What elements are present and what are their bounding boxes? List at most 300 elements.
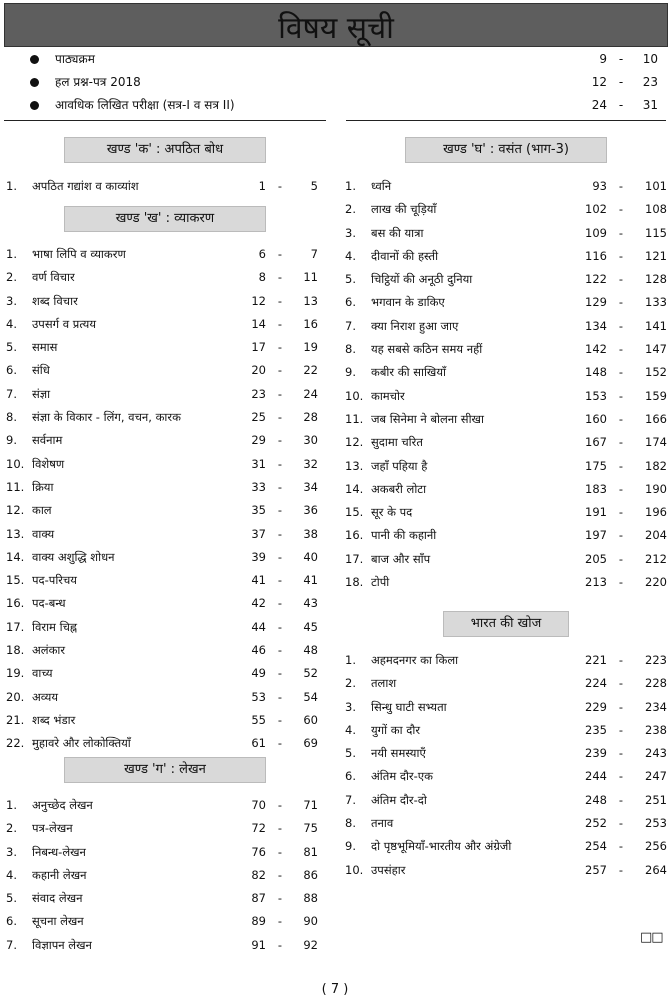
page-start: 142 bbox=[585, 342, 607, 357]
page-start: 6 bbox=[258, 247, 266, 261]
gha-item-14[interactable] bbox=[345, 479, 667, 502]
item-number: 1. bbox=[6, 179, 17, 193]
bullet-icon bbox=[30, 78, 39, 87]
page-dash: - bbox=[618, 365, 624, 380]
page-dash: - bbox=[277, 937, 283, 952]
page-dash: - bbox=[277, 666, 283, 681]
page-dash: - bbox=[618, 862, 624, 877]
kha-item-18[interactable] bbox=[6, 640, 326, 663]
page-start: 244 bbox=[585, 769, 607, 784]
item-title: संज्ञा के विकार - लिंग, वचन, कारक bbox=[32, 410, 181, 425]
page-start: 39 bbox=[251, 549, 266, 564]
kha-item-15[interactable] bbox=[6, 570, 326, 593]
page-dash: - bbox=[618, 575, 624, 590]
page-start: 134 bbox=[585, 318, 607, 333]
item-number: 17. bbox=[6, 619, 25, 634]
item-title: दो पृष्ठभूमियाँ-भारतीय और अंग्रेजी bbox=[371, 839, 512, 854]
page-end: 30 bbox=[303, 433, 318, 448]
page-dash: - bbox=[277, 270, 283, 285]
kha-item-21[interactable] bbox=[6, 710, 326, 733]
bharat-item-6[interactable] bbox=[345, 766, 667, 789]
page-start: 109 bbox=[585, 225, 607, 240]
page-dash: - bbox=[618, 653, 624, 667]
page-end: 147 bbox=[645, 342, 667, 357]
item-number: 19. bbox=[6, 666, 25, 681]
item-number: 9. bbox=[345, 839, 356, 854]
kha-item-12[interactable] bbox=[6, 500, 326, 523]
page-start: 82 bbox=[251, 867, 266, 882]
page-dash: - bbox=[277, 596, 283, 611]
item-number: 13. bbox=[6, 526, 25, 541]
item-title: दीवानों की हस्ती bbox=[371, 248, 439, 263]
gha-item-12[interactable] bbox=[345, 432, 667, 455]
item-number: 15. bbox=[345, 505, 364, 520]
kha-item-5[interactable] bbox=[6, 337, 326, 360]
item-number: 2. bbox=[345, 676, 356, 691]
kha-item-7[interactable] bbox=[6, 384, 326, 407]
item-title: अहमदनगर का किला bbox=[371, 653, 459, 667]
kha-item-19[interactable] bbox=[6, 663, 326, 686]
bharat-item-7[interactable] bbox=[345, 790, 667, 813]
page-dash: - bbox=[277, 247, 283, 261]
page-end: 41 bbox=[303, 573, 318, 588]
page-dash: - bbox=[618, 98, 624, 112]
page-number: ( 7 ) bbox=[321, 982, 349, 997]
page-start: 89 bbox=[251, 914, 266, 929]
kha-item-6[interactable] bbox=[6, 360, 326, 383]
gha-item-11[interactable] bbox=[345, 409, 667, 432]
page-dash: - bbox=[277, 293, 283, 308]
kha-item-9[interactable] bbox=[6, 430, 326, 453]
page-end: 92 bbox=[303, 937, 318, 952]
ga-item-4[interactable] bbox=[6, 865, 326, 888]
page-end: 121 bbox=[645, 248, 667, 263]
bharat-item-8[interactable] bbox=[345, 813, 667, 836]
ga-item-6[interactable] bbox=[6, 911, 326, 934]
page-dash: - bbox=[618, 816, 624, 831]
page-dash: - bbox=[277, 503, 283, 518]
top-item-syllabus[interactable] bbox=[30, 50, 658, 73]
page-dash: - bbox=[618, 676, 624, 691]
page-end: 228 bbox=[645, 676, 667, 691]
item-title: विराम चिह्न bbox=[32, 619, 78, 634]
item-number: 5. bbox=[345, 272, 356, 287]
item-number: 1. bbox=[6, 247, 17, 261]
page-start: 41 bbox=[251, 573, 266, 588]
page-start: 20 bbox=[251, 363, 266, 378]
page-dash: - bbox=[618, 746, 624, 761]
item-number: 7. bbox=[345, 792, 356, 807]
page-end: 196 bbox=[645, 505, 667, 520]
gha-item-8[interactable] bbox=[345, 339, 667, 362]
item-number: 16. bbox=[345, 528, 364, 543]
page-end: 223 bbox=[645, 653, 667, 667]
gha-item-16[interactable] bbox=[345, 525, 667, 548]
item-number: 11. bbox=[6, 479, 25, 494]
item-title: वाच्य bbox=[32, 666, 53, 681]
item-number: 8. bbox=[6, 410, 17, 425]
ga-item-1[interactable] bbox=[6, 795, 326, 818]
item-title: संज्ञा bbox=[32, 386, 51, 401]
item-number: 3. bbox=[345, 225, 356, 240]
item-title: विशेषण bbox=[32, 456, 65, 471]
page-start: 1 bbox=[258, 179, 266, 193]
item-title: कहानी लेखन bbox=[32, 867, 87, 882]
gha-item-10[interactable] bbox=[345, 386, 667, 409]
page-start: 14 bbox=[251, 316, 266, 331]
page-dash: - bbox=[277, 433, 283, 448]
page-end: 256 bbox=[645, 839, 667, 854]
page-start: 46 bbox=[251, 643, 266, 658]
page-dash: - bbox=[277, 456, 283, 471]
item-number: 22. bbox=[6, 736, 25, 751]
item-number: 17. bbox=[345, 551, 364, 566]
item-title: युगों का दौर bbox=[371, 722, 421, 737]
item-number: 10. bbox=[6, 456, 25, 471]
top-item-label: आवधिक लिखित परीक्षा (सत्र-I व सत्र II) bbox=[55, 98, 235, 112]
kha-item-8[interactable] bbox=[6, 407, 326, 430]
bharat-item-10[interactable] bbox=[345, 860, 667, 883]
item-title: जब सिनेमा ने बोलना सीखा bbox=[371, 411, 484, 426]
bharat-item-5[interactable] bbox=[345, 743, 667, 766]
gha-item-3[interactable] bbox=[345, 223, 667, 246]
page-start: 239 bbox=[585, 746, 607, 761]
page-end: 212 bbox=[645, 551, 667, 566]
item-title: अंतिम दौर-एक bbox=[371, 769, 433, 784]
page-start: 254 bbox=[585, 839, 607, 854]
gha-item-7[interactable] bbox=[345, 316, 667, 339]
item-title: यह सबसे कठिन समय नहीं bbox=[371, 342, 483, 357]
page-end: 101 bbox=[645, 179, 667, 193]
gha-item-15[interactable] bbox=[345, 502, 667, 525]
section-header-ga: खण्ड 'ग' : लेखन bbox=[64, 757, 266, 783]
page-dash: - bbox=[277, 712, 283, 727]
page-dash: - bbox=[618, 225, 624, 240]
kha-item-3[interactable] bbox=[6, 291, 326, 314]
bharat-item-3[interactable] bbox=[345, 697, 667, 720]
item-number: 3. bbox=[6, 293, 17, 308]
kha-item-16[interactable] bbox=[6, 593, 326, 616]
gha-item-2[interactable] bbox=[345, 199, 667, 222]
page-start: 53 bbox=[251, 689, 266, 704]
page-start: 72 bbox=[251, 821, 266, 836]
page-end: 34 bbox=[303, 479, 318, 494]
kha-item-10[interactable] bbox=[6, 454, 326, 477]
page-start: 183 bbox=[585, 481, 607, 496]
section-header-ka: खण्ड 'क' : अपठित बोध bbox=[64, 137, 266, 163]
item-title: तनाव bbox=[371, 816, 394, 831]
page-dash: - bbox=[277, 867, 283, 882]
item-title: वर्ण विचार bbox=[32, 270, 75, 285]
item-title: चिट्ठियों की अनूठी दुनिया bbox=[371, 272, 473, 287]
page-start: 42 bbox=[251, 596, 266, 611]
page-start: 148 bbox=[585, 365, 607, 380]
page-end: 86 bbox=[303, 867, 318, 882]
page-end: 174 bbox=[645, 435, 667, 450]
page-end: 90 bbox=[303, 914, 318, 929]
item-number: 7. bbox=[345, 318, 356, 333]
page-dash: - bbox=[618, 75, 624, 89]
gha-item-9[interactable] bbox=[345, 362, 667, 385]
item-number: 12. bbox=[345, 435, 364, 450]
page-start: 17 bbox=[251, 340, 266, 355]
page-end: 220 bbox=[645, 575, 667, 590]
page-end: 45 bbox=[303, 619, 318, 634]
gha-item-13[interactable] bbox=[345, 456, 667, 479]
item-title: संधि bbox=[32, 363, 50, 378]
item-number: 5. bbox=[345, 746, 356, 761]
page-start: 197 bbox=[585, 528, 607, 543]
ga-item-3[interactable] bbox=[6, 842, 326, 865]
item-number: 8. bbox=[345, 816, 356, 831]
page-end: 10 bbox=[642, 52, 658, 66]
bharat-item-1[interactable] bbox=[345, 650, 667, 673]
page-end: 108 bbox=[645, 202, 667, 217]
bharat-item-4[interactable] bbox=[345, 720, 667, 743]
page-start: 221 bbox=[585, 653, 607, 667]
page-start: 91 bbox=[251, 937, 266, 952]
item-number: 14. bbox=[6, 549, 25, 564]
item-title: भगवान के डाकिए bbox=[371, 295, 445, 310]
gha-item-18[interactable] bbox=[345, 572, 667, 595]
page-dash: - bbox=[618, 342, 624, 357]
item-number: 1. bbox=[345, 653, 356, 667]
item-number: 9. bbox=[345, 365, 356, 380]
gha-item-6[interactable] bbox=[345, 292, 667, 315]
ga-item-7[interactable] bbox=[6, 935, 326, 958]
item-title: वाक्य अशुद्धि शोधन bbox=[32, 549, 115, 564]
page-end: 128 bbox=[645, 272, 667, 287]
item-title: क्या निराश हुआ जाए bbox=[371, 318, 459, 333]
page-end: 5 bbox=[310, 179, 318, 193]
item-number: 12. bbox=[6, 503, 25, 518]
page-dash: - bbox=[618, 505, 624, 520]
page-dash: - bbox=[618, 551, 624, 566]
item-title: वाक्य bbox=[32, 526, 55, 541]
page-end: 22 bbox=[303, 363, 318, 378]
ga-item-5[interactable] bbox=[6, 888, 326, 911]
bharat-item-9[interactable] bbox=[345, 836, 667, 859]
page-dash: - bbox=[277, 821, 283, 836]
page-end: 24 bbox=[303, 386, 318, 401]
kha-item-20[interactable] bbox=[6, 687, 326, 710]
page-dash: - bbox=[618, 839, 624, 854]
kha-item-17[interactable] bbox=[6, 617, 326, 640]
item-title: विज्ञापन लेखन bbox=[32, 937, 92, 952]
item-title: सूचना लेखन bbox=[32, 914, 84, 929]
item-number: 2. bbox=[6, 821, 17, 836]
title-bar bbox=[4, 3, 668, 47]
page-end: 81 bbox=[303, 844, 318, 859]
page-dash: - bbox=[618, 411, 624, 426]
page-end: 141 bbox=[645, 318, 667, 333]
page-start: 153 bbox=[585, 388, 607, 403]
page-start: 122 bbox=[585, 272, 607, 287]
page-end: 11 bbox=[303, 270, 318, 285]
page-dash: - bbox=[277, 340, 283, 355]
item-title: सर्वनाम bbox=[32, 433, 63, 448]
page-end: 36 bbox=[303, 503, 318, 518]
page-start: 248 bbox=[585, 792, 607, 807]
page-start: 224 bbox=[585, 676, 607, 691]
item-title: काल bbox=[32, 503, 52, 518]
item-title: उपसर्ग व प्रत्यय bbox=[32, 316, 97, 331]
page-end: 253 bbox=[645, 816, 667, 831]
page-start: 24 bbox=[591, 98, 607, 112]
kha-item-11[interactable] bbox=[6, 477, 326, 500]
page-start: 87 bbox=[251, 891, 266, 906]
page-dash: - bbox=[618, 272, 624, 287]
page-dash: - bbox=[618, 699, 624, 714]
page-start: 29 bbox=[251, 433, 266, 448]
page-end: 60 bbox=[303, 712, 318, 727]
kha-item-2[interactable] bbox=[6, 267, 326, 290]
section-gha-list bbox=[345, 176, 667, 595]
item-title: पत्र-लेखन bbox=[32, 821, 73, 836]
page-end: 234 bbox=[645, 699, 667, 714]
section-ga-list bbox=[6, 795, 326, 958]
page-end: 204 bbox=[645, 528, 667, 543]
page-end: 88 bbox=[303, 891, 318, 906]
item-number: 1. bbox=[6, 798, 17, 812]
page-dash: - bbox=[618, 528, 624, 543]
page-start: 8 bbox=[258, 270, 266, 285]
page-dash: - bbox=[277, 479, 283, 494]
page-dash: - bbox=[277, 179, 283, 193]
item-number: 7. bbox=[6, 386, 17, 401]
page-dash: - bbox=[277, 914, 283, 929]
item-number: 7. bbox=[6, 937, 17, 952]
page-end: 28 bbox=[303, 410, 318, 425]
kha-item-13[interactable] bbox=[6, 524, 326, 547]
page-end: 251 bbox=[645, 792, 667, 807]
gha-item-17[interactable] bbox=[345, 549, 667, 572]
item-title: पानी की कहानी bbox=[371, 528, 437, 543]
item-number: 5. bbox=[6, 340, 17, 355]
page-start: 37 bbox=[251, 526, 266, 541]
page-start: 9 bbox=[599, 52, 607, 66]
page-start: 160 bbox=[585, 411, 607, 426]
page-start: 116 bbox=[585, 248, 607, 263]
page-start: 55 bbox=[251, 712, 266, 727]
kha-item-14[interactable] bbox=[6, 547, 326, 570]
page-dash: - bbox=[618, 722, 624, 737]
page-end: 52 bbox=[303, 666, 318, 681]
ka-item-1[interactable] bbox=[6, 176, 326, 199]
page-end: 71 bbox=[303, 798, 318, 812]
item-number: 4. bbox=[345, 722, 356, 737]
page-start: 70 bbox=[251, 798, 266, 812]
item-number: 2. bbox=[345, 202, 356, 217]
kha-item-1[interactable] bbox=[6, 244, 326, 267]
page-end: 23 bbox=[642, 75, 658, 89]
item-number: 8. bbox=[345, 342, 356, 357]
item-title: टोपी bbox=[371, 575, 390, 590]
item-title: नयी समस्याएँ bbox=[371, 746, 426, 761]
divider-right bbox=[346, 120, 666, 121]
gha-item-5[interactable] bbox=[345, 269, 667, 292]
page-start: 12 bbox=[251, 293, 266, 308]
page-title: विषय सूची bbox=[278, 11, 394, 46]
page-dash: - bbox=[618, 295, 624, 310]
item-number: 20. bbox=[6, 689, 25, 704]
item-title: पद-परिचय bbox=[32, 573, 77, 588]
page-dash: - bbox=[618, 248, 624, 263]
item-number: 15. bbox=[6, 573, 25, 588]
item-number: 11. bbox=[345, 411, 364, 426]
item-number: 3. bbox=[6, 844, 17, 859]
page-dash: - bbox=[277, 798, 283, 812]
page-start: 23 bbox=[251, 386, 266, 401]
bharat-item-2[interactable] bbox=[345, 673, 667, 696]
page-dash: - bbox=[277, 410, 283, 425]
item-title: शब्द विचार bbox=[32, 293, 78, 308]
top-item-label: पाठ्यक्रम bbox=[55, 52, 95, 66]
top-item-label: हल प्रश्न-पत्र 2018 bbox=[55, 75, 141, 89]
item-number: 9. bbox=[6, 433, 17, 448]
top-item-periodic-test[interactable] bbox=[30, 96, 658, 119]
page-dash: - bbox=[277, 363, 283, 378]
page-end: 243 bbox=[645, 746, 667, 761]
page-start: 213 bbox=[585, 575, 607, 590]
item-title: अनुच्छेद लेखन bbox=[32, 798, 93, 812]
page-end: 166 bbox=[645, 411, 667, 426]
page-end: 40 bbox=[303, 549, 318, 564]
page-dash: - bbox=[618, 458, 624, 473]
item-number: 18. bbox=[6, 643, 25, 658]
item-title: अव्यय bbox=[32, 689, 59, 704]
section-header-gha: खण्ड 'घ' : वसंत (भाग-3) bbox=[405, 137, 607, 163]
page-end: 31 bbox=[642, 98, 658, 112]
page-start: 61 bbox=[251, 736, 266, 751]
top-item-solved-paper[interactable] bbox=[30, 73, 658, 96]
item-title: कबीर की साखियाँ bbox=[371, 365, 446, 380]
item-title: निबन्ध-लेखन bbox=[32, 844, 86, 859]
page-end: 115 bbox=[645, 225, 667, 240]
page-end: 69 bbox=[303, 736, 318, 751]
gha-item-4[interactable] bbox=[345, 246, 667, 269]
section-ka-list bbox=[6, 176, 326, 199]
page-end: 247 bbox=[645, 769, 667, 784]
page-dash: - bbox=[618, 318, 624, 333]
page-end: 75 bbox=[303, 821, 318, 836]
section-header-bharat: भारत की खोज bbox=[443, 611, 569, 637]
item-number: 16. bbox=[6, 596, 25, 611]
kha-item-22[interactable] bbox=[6, 733, 326, 756]
page-start: 93 bbox=[592, 179, 607, 193]
page-dash: - bbox=[618, 388, 624, 403]
item-title: मुहावरे और लोकोक्तियाँ bbox=[32, 736, 131, 751]
item-number: 1. bbox=[345, 179, 356, 193]
page-end: 43 bbox=[303, 596, 318, 611]
page-end: 159 bbox=[645, 388, 667, 403]
page-end: 48 bbox=[303, 643, 318, 658]
item-number: 3. bbox=[345, 699, 356, 714]
kha-item-4[interactable] bbox=[6, 314, 326, 337]
page-dash: - bbox=[277, 619, 283, 634]
item-title: बाज और साँप bbox=[371, 551, 431, 566]
page-dash: - bbox=[277, 689, 283, 704]
gha-item-1[interactable] bbox=[345, 176, 667, 199]
page-end: 32 bbox=[303, 456, 318, 471]
bullet-icon bbox=[30, 101, 39, 110]
item-title: समास bbox=[32, 340, 58, 355]
item-title: जहाँ पहिया है bbox=[371, 458, 428, 473]
ga-item-2[interactable] bbox=[6, 818, 326, 841]
item-title: शब्द भंडार bbox=[32, 712, 76, 727]
item-title: क्रिया bbox=[32, 479, 54, 494]
page-dash: - bbox=[618, 202, 624, 217]
